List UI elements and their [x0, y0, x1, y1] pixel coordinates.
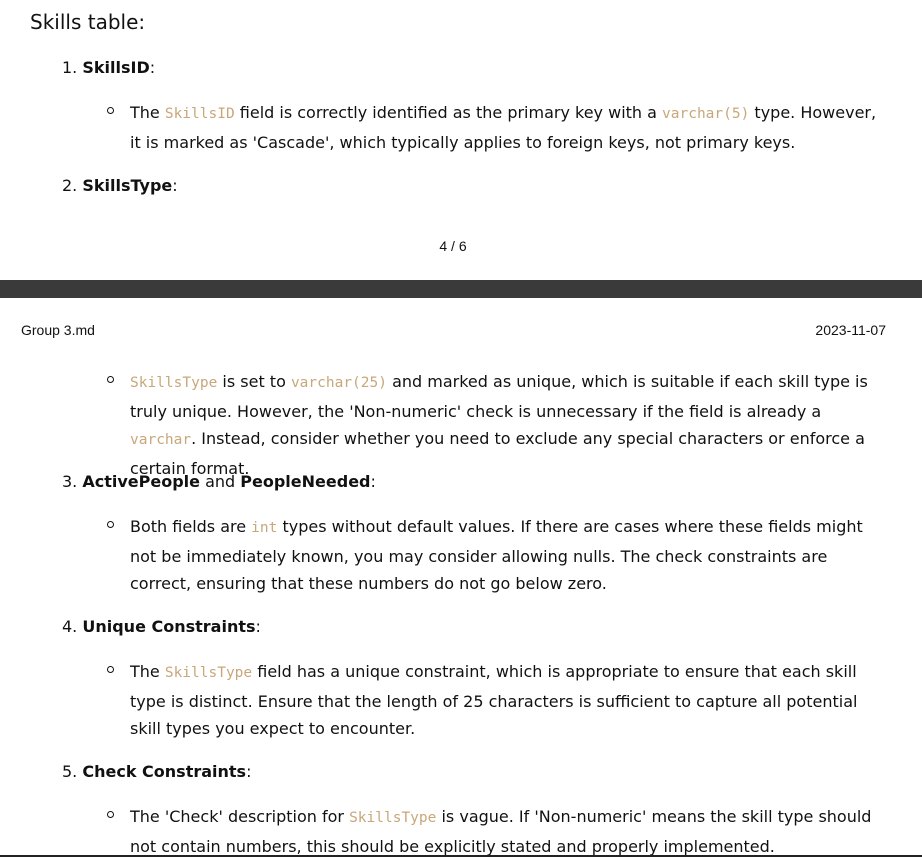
list-item-title: Unique Constraints [82, 617, 256, 636]
list-item-title: SkillsType [82, 176, 173, 195]
bullet-paragraph [130, 658, 890, 743]
text-run: The [130, 103, 165, 122]
text-run: The [130, 662, 165, 681]
text-run: field has a unique constraint, which is appropriate to ensure that each skill type is distinct. Ensure that the length of 25 characters is sufficient to capture all potential skill types you expect to encounter. [130, 662, 858, 738]
list-item-activepeople [62, 472, 376, 491]
bullet-circle-icon [107, 107, 114, 114]
list-item-title: ActivePeople [82, 472, 200, 491]
bullet-circle-icon [107, 666, 114, 673]
list-item-colon: : [172, 176, 178, 195]
bullet-paragraph [130, 368, 890, 482]
list-number: 3. [62, 472, 78, 491]
inline-code: varchar(5) [662, 106, 750, 122]
list-item-skillstype [62, 176, 178, 195]
text-run: . Instead, consider whether you need to exclude any special characters or enforce a certain format. [130, 429, 865, 478]
inline-code: varchar [130, 432, 192, 448]
list-item-colon: : [149, 58, 156, 77]
list-item-colon: : [255, 617, 261, 636]
inline-code: SkillsType [349, 810, 437, 826]
text-run: and marked as unique, which is suitable if each skill type is truly unique. However, the 'Non-numeric' check is unnecessary if the field is already a [130, 372, 868, 421]
text-run: is vague. If 'Non-numeric' means the skill type should not contain numbers, this should be explicitly stated and properly implemented. [130, 807, 872, 856]
inline-code: SkillsID [164, 106, 235, 122]
inline-code: SkillsType [164, 665, 253, 681]
list-number: 1. [62, 58, 78, 77]
document-date: 2023-11-07 [815, 322, 886, 338]
text-run: is set to [217, 372, 291, 391]
list-item-skillsid [62, 58, 155, 77]
list-item-check-constraints [62, 762, 251, 781]
list-number: 5. [62, 762, 78, 781]
inline-code: SkillsType [130, 375, 218, 391]
document-filename: Group 3.md [21, 322, 95, 338]
list-item-title: Check Constraints [82, 762, 247, 781]
page-4 [0, 0, 922, 280]
bullet-paragraph [130, 513, 890, 598]
bullet-paragraph [130, 99, 890, 156]
list-item-title: SkillsID [82, 58, 150, 77]
page-number: 4 / 6 [439, 238, 467, 254]
list-item-colon: : [370, 472, 376, 491]
text-run: and [200, 472, 241, 491]
bullet-paragraph [130, 803, 890, 857]
text-run: types without default values. If there are cases where these fields might not be immediately known, you may consider allowing nulls. The check constraints are correct, ensuring that these numbers do not go below zero. [130, 517, 863, 593]
section-heading: Skills table: [30, 10, 146, 34]
inline-code: int [251, 520, 278, 536]
page-divider [0, 280, 922, 298]
text-run: The 'Check' description for [130, 807, 350, 826]
text-run: type. However, it is marked as 'Cascade', which typically applies to foreign keys, not primary keys. [130, 103, 877, 152]
list-item-unique-constraints [62, 617, 261, 636]
list-number: 4. [62, 617, 78, 636]
inline-code: varchar(25) [290, 375, 387, 391]
bullet-circle-icon [107, 376, 114, 383]
bullet-circle-icon [107, 521, 114, 528]
list-number: 2. [62, 176, 78, 195]
text-run: Both fields are [130, 517, 252, 536]
list-item-title: PeopleNeeded [240, 472, 371, 491]
list-item-colon: : [246, 762, 252, 781]
bullet-circle-icon [107, 811, 114, 818]
text-run: field is correctly identified as the primary key with a [234, 103, 663, 122]
